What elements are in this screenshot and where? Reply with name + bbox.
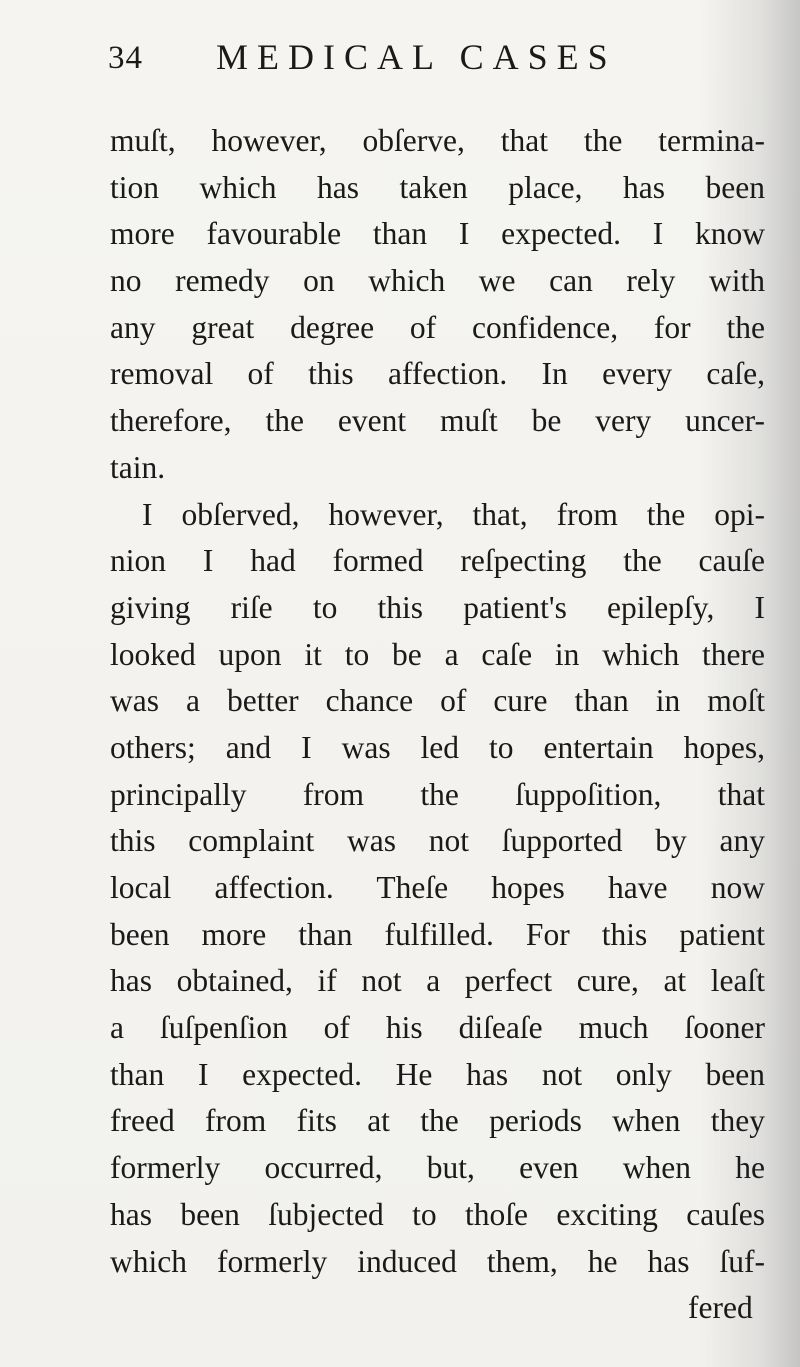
catchword: fered — [688, 1290, 753, 1325]
text-line: principally from the ſuppoſition, that — [110, 776, 765, 812]
text-line: others; and I was led to entertain hopes, — [110, 729, 765, 765]
text-line: has been ſubjected to thoſe exciting cauſes — [110, 1196, 765, 1232]
text-line: a ſuſpenſion of his diſeaſe much ſooner — [110, 1010, 765, 1046]
text-line: tion which has taken place, has been — [110, 169, 765, 205]
text-line: was a better chance of cure than in moſt — [110, 683, 765, 719]
body-text — [110, 118, 765, 1285]
text-line: nion I had formed reſpecting the cauſe — [110, 543, 765, 579]
text-line: no remedy on which we can rely with — [110, 263, 765, 299]
running-head — [108, 30, 668, 90]
text-line: which formerly induced them, he has ſuf- — [110, 1243, 765, 1279]
text-line: has obtained, if not a perfect cure, at leaſt — [110, 963, 765, 999]
text-line: local affection. Theſe hopes have now — [110, 870, 765, 905]
text-line: looked upon it to be a caſe in which there — [110, 636, 765, 672]
page-number: 34 — [108, 40, 143, 76]
running-head-title: MEDICAL CASES — [216, 37, 617, 77]
text-line: muſt, however, obſerve, that the termina- — [110, 123, 765, 158]
text-line: giving riſe to this patient's epilepſy, I — [110, 589, 765, 625]
text-line: this complaint was not ſupported by any — [110, 823, 765, 859]
paragraph-start-line: I obſerved, however, that, from the opi- — [142, 496, 765, 532]
text-line: any great degree of confidence, for the — [110, 309, 765, 345]
text-line: therefore, the event muſt be very uncer- — [110, 403, 765, 439]
text-line: formerly occurred, but, even when he — [110, 1150, 765, 1186]
text-line: freed from fits at the periods when they — [110, 1103, 765, 1139]
text-line: tain. — [110, 449, 166, 485]
text-line: been more than fulfilled. For this patient — [110, 916, 765, 952]
text-line: removal of this affection. In every caſe, — [110, 356, 765, 392]
text-line: more favourable than I expected. I know — [110, 216, 765, 252]
text-line: than I expected. He has not only been — [110, 1056, 765, 1092]
